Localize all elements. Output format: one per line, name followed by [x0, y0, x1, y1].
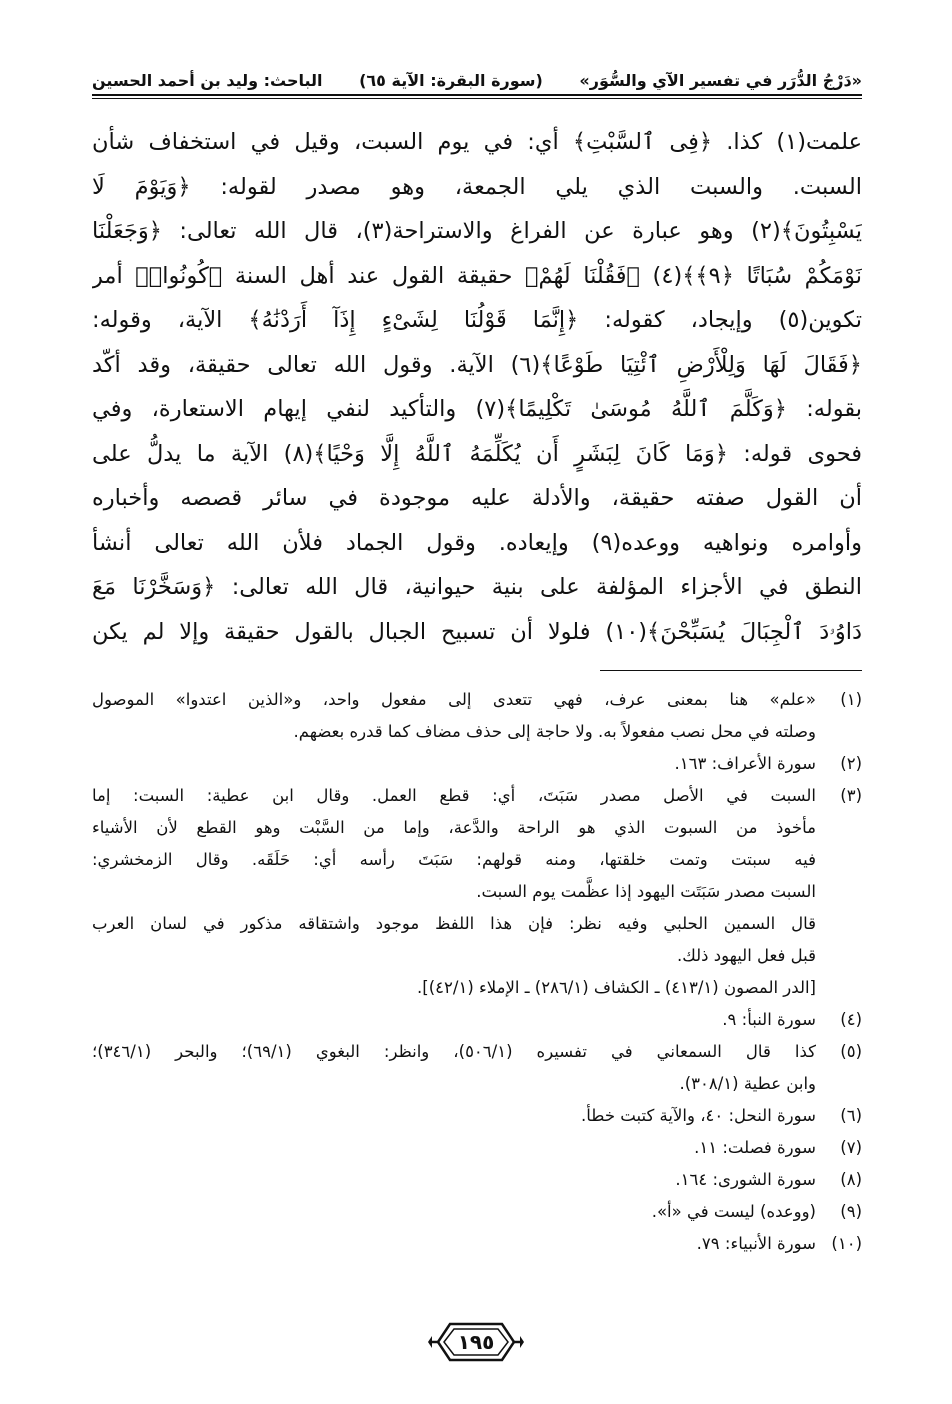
footnote-line: وابن عطية (٣٠٨/١).: [679, 1074, 816, 1093]
footnote-number: (٧): [840, 1138, 862, 1157]
text-line: فحوى قوله: ﴿وَمَا كَانَ لِبَشَرٍ أَن يُكَلِّمَهُ ٱللَّهُ إِلَّا وَحْيًا﴾(٨) الآية ما يدلُّ على: [92, 440, 862, 467]
text-line: بقوله: ﴿وَكَلَّمَ ٱللَّهُ مُوسَىٰ تَكْلِيمًا﴾(٧) والتأكيد لنفي إيهام الاستعارة، وفي: [92, 396, 862, 422]
running-header: [92, 54, 862, 90]
footnote-2: [92, 748, 862, 780]
footnote-number: (٨): [840, 1170, 862, 1189]
footnote-9: [92, 1196, 862, 1228]
footnote-7: [92, 1132, 862, 1164]
footnote-number: (٦): [840, 1106, 862, 1125]
footnote-10: [92, 1228, 862, 1260]
text-line: دَاوُۥدَ ٱلْجِبَالَ يُسَبِّحْنَ﴾(١٠) فلولا أن تسبيح الجبال بالقول حقيقة وإلا لم يكن: [92, 618, 862, 645]
footnote-line: فيه سبتت وتمت خلقتها، ومنه قولهم: سَبَتَ رأسه أي: حَلَقَه. وقال الزمخشري:: [92, 850, 816, 869]
header-section: (سورة البقرة: الآية ٦٥): [359, 71, 543, 90]
header-rule: [92, 94, 862, 96]
page-number-ornament: [428, 1318, 524, 1366]
text-line: تكوين(٥) وإيجاد، كقوله: ﴿إِنَّمَا قَوْلُنَا لِشَىْءٍ إِذَآ أَرَدْنَٰهُ﴾ الآية، وقوله:: [92, 307, 862, 333]
text-line: النطق في الأجزاء المؤلفة على بنية حيوانية، قال الله تعالى: ﴿وَسَخَّرْنَا مَعَ: [92, 574, 862, 600]
text-line: السبت. والسبت الذي يلي الجمعة، وهو مصدر لقوله: ﴿وَيَوْمَ لَا: [92, 173, 862, 200]
footnote-4: [92, 1004, 862, 1036]
footnote-number: (٥): [840, 1042, 862, 1061]
footnote-line: «علم» هنا بمعنى عرف، فهي تتعدى إلى مفعول واحد، و«الذين اعتدوا» الموصول: [92, 690, 816, 709]
footnote-separator: [600, 670, 862, 671]
footnote-line: سورة الأنبياء: ٧٩.: [696, 1234, 816, 1253]
footnote-line: سورة النحل: ٤٠، والآية كتبت خطأ.: [581, 1106, 816, 1125]
text-line: أن القول صفته حقيقة، والأدلة عليه موجودة في سائر قصصه وأخباره: [92, 485, 862, 511]
footnote-line: قال السمين الحلبي وفيه نظر: فإن هذا اللفظ موجود واشتقاقه مذكور في لسان العرب: [92, 914, 816, 933]
footnote-line: كذا قال السمعاني في تفسيره (٥٠٦/١)، وانظر: البغوي (٦٩/١)؛ والبحر (٣٤٦/١)؛: [92, 1042, 816, 1061]
header-researcher: الباحث: وليد بن أحمد الحسين: [92, 71, 323, 90]
footnote-number: (١٠): [831, 1234, 862, 1253]
footnote-line: [الدر المصون (٤١٣/١) ـ الكشاف (٢٨٦/١) ـ الإملاء (٤٢/١)].: [417, 978, 816, 997]
footnote-line: سورة الشورى: ١٦٤.: [675, 1170, 816, 1189]
footnote-line: سورة فصلت: ١١.: [694, 1138, 816, 1157]
text-line: ﴿فَقَالَ لَهَا وَلِلْأَرْضِ ٱئْتِيَا طَوْعًا﴾(٦) الآية. وقول الله تعالى حقيقة، وقد أكّد: [92, 351, 862, 378]
footnote-line: (ووعده) ليست في «أ».: [651, 1202, 816, 1221]
footnotes: [92, 684, 862, 1260]
footnote-line: السبت مصدر سَبَتَت اليهود إذا عظَّمت يوم السبت.: [476, 882, 816, 901]
footnote-line: قبل فعل اليهود ذلك.: [676, 946, 816, 965]
footnote-3: [92, 780, 862, 1004]
footnote-line: مأخوذ من السبوت الذي هو الراحة والدَّعة، وإما من السَّبْت وهو القطع لأن الأشياء: [92, 818, 816, 837]
text-line: علمت(١) كذا. ﴿فِى ٱلسَّبْتِ﴾ أي: في يوم السبت، وقيل في استخفاف شأن: [92, 129, 862, 155]
footnote-8: [92, 1164, 862, 1196]
footnote-number: (٤): [840, 1010, 862, 1029]
text-line: يَسْبِتُونَ﴾(٢) وهو عبارة عن الفراغ والاستراحة(٣)، قال الله تعالى: ﴿وَجَعَلْنَا: [92, 218, 862, 244]
main-text: [92, 120, 862, 654]
footnote-5: [92, 1036, 862, 1100]
text-line: نَوْمَكُمْ سُبَاتًا ﴿٩﴾﴾(٤) ﴿فَقُلْنَا لَهُمْ﴾ حقيقة القول عند أهل السنة ﴿كُونُوا۟﴾ أمر: [92, 262, 862, 289]
footnote-1: [92, 684, 862, 748]
footnote-line: سورة النبأ: ٩.: [722, 1010, 816, 1029]
footnote-line: وصلته في محل نصب مفعولاً به. ولا حاجة إلى حذف مضاف كما قدره بعضهم.: [293, 722, 816, 741]
footnote-line: السبت في الأصل مصدر سَبَتَ، أي: قطع العمل. وقال ابن عطية: السبت: إما: [92, 786, 816, 805]
footnote-number: (٢): [840, 754, 862, 773]
text-line: وأوامره ونواهيه ووعده(٩) وإيعاده. وقول الجماد فلأن الله تعالى أنشأ: [92, 529, 862, 556]
footnote-number: (٩): [840, 1202, 862, 1221]
header-book-title: «دَرْجُ الدُّرَر في تفسير الآي والسُّوَر»: [579, 71, 862, 90]
header-rule-thin: [92, 98, 862, 99]
page-number: ١٩٥: [457, 1330, 495, 1354]
footnote-number: (٣): [840, 786, 862, 805]
footnote-6: [92, 1100, 862, 1132]
footnote-line: سورة الأعراف: ١٦٣.: [674, 754, 816, 773]
footnote-number: (١): [840, 690, 862, 709]
